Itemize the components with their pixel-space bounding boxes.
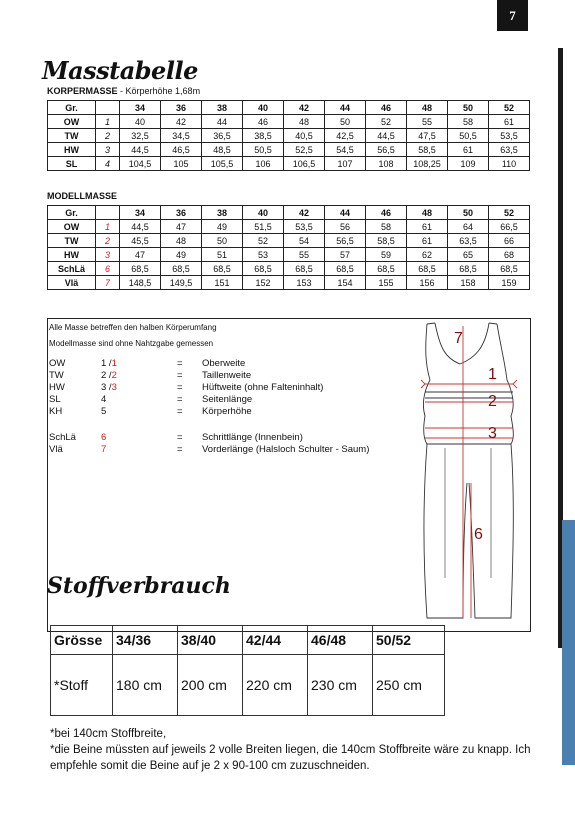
fabric-value-cell: 250 cm bbox=[373, 655, 445, 716]
measurement-row bbox=[48, 115, 530, 129]
abbreviation: SchLä bbox=[49, 432, 76, 443]
fabric-value-cell: 220 cm bbox=[243, 655, 308, 716]
measurement-value: 58 bbox=[448, 115, 489, 129]
fabric-value-cell: *Stoff bbox=[51, 655, 113, 716]
abbreviation-description: Taillenweite bbox=[202, 370, 252, 381]
measurement-label: OW bbox=[48, 220, 96, 234]
size-header-cell: 38 bbox=[202, 206, 243, 220]
abbreviation-number-separator: / bbox=[106, 358, 112, 369]
measurement-value: 49 bbox=[161, 248, 202, 262]
measurement-value: 51,5 bbox=[243, 220, 284, 234]
size-header-cell: 46 bbox=[366, 206, 407, 220]
abbreviation-number-model: 2 bbox=[111, 370, 117, 381]
abbreviation: Vlä bbox=[49, 444, 63, 455]
abbreviation-number-primary: 3 bbox=[101, 382, 107, 393]
measurement-value: 153 bbox=[284, 276, 325, 290]
koerpermasse-header-row bbox=[48, 101, 530, 115]
measurement-value: 48 bbox=[161, 234, 202, 248]
measurement-value: 53,5 bbox=[489, 129, 530, 143]
measurement-value: 68,5 bbox=[366, 262, 407, 276]
abbreviation-number bbox=[101, 358, 131, 369]
footnote-line-1: *bei 140cm Stoffbreite, bbox=[50, 728, 167, 740]
measurement-label: OW bbox=[48, 115, 96, 129]
measurement-value: 66,5 bbox=[489, 220, 530, 234]
measurement-value: 54 bbox=[284, 234, 325, 248]
measurement-value: 36,5 bbox=[202, 129, 243, 143]
measurement-value: 63,5 bbox=[448, 234, 489, 248]
size-header-cell: 48 bbox=[407, 101, 448, 115]
size-header-cell: 50 bbox=[448, 206, 489, 220]
size-header-cell: 52 bbox=[489, 206, 530, 220]
measurement-value: 51 bbox=[202, 248, 243, 262]
fabric-table bbox=[50, 625, 445, 716]
measurement-value: 52 bbox=[243, 234, 284, 248]
abbreviation-number-primary: 1 bbox=[101, 358, 107, 369]
measurement-label: HW bbox=[48, 248, 96, 262]
fabric-value-row bbox=[51, 655, 445, 716]
abbreviation-description: Seitenlänge bbox=[202, 394, 253, 405]
measurement-value: 42 bbox=[161, 115, 202, 129]
fabric-header-cell: Grösse bbox=[51, 626, 113, 655]
measurement-value: 149,5 bbox=[161, 276, 202, 290]
measurement-number: 1 bbox=[96, 115, 120, 129]
abbreviation-number-primary: 2 bbox=[101, 370, 107, 381]
abbreviation-description: Vorderlänge (Halsloch Schulter - Saum) bbox=[202, 444, 370, 455]
size-header-cell: Gr. bbox=[48, 206, 96, 220]
figure-label-7: 7 bbox=[454, 330, 463, 347]
measurement-value: 55 bbox=[284, 248, 325, 262]
measurement-value: 110 bbox=[489, 157, 530, 171]
measurement-value: 42,5 bbox=[325, 129, 366, 143]
size-header-cell: 34 bbox=[120, 101, 161, 115]
measurement-number: 2 bbox=[96, 234, 120, 248]
fabric-header-cell: 38/40 bbox=[178, 626, 243, 655]
measurement-value: 106,5 bbox=[284, 157, 325, 171]
measurement-value: 58,5 bbox=[407, 143, 448, 157]
measurement-value: 108,25 bbox=[407, 157, 448, 171]
size-header-cell: 36 bbox=[161, 206, 202, 220]
measurement-value: 52,5 bbox=[284, 143, 325, 157]
measurement-value: 104,5 bbox=[120, 157, 161, 171]
measurement-value: 109 bbox=[448, 157, 489, 171]
measurement-value: 46,5 bbox=[161, 143, 202, 157]
size-header-cell: Gr. bbox=[48, 101, 96, 115]
abbreviation-number-primary: 7 bbox=[101, 444, 107, 455]
abbreviation: KH bbox=[49, 406, 63, 417]
measurement-value: 68,5 bbox=[243, 262, 284, 276]
measurement-number: 3 bbox=[96, 143, 120, 157]
measurement-value: 58,5 bbox=[366, 234, 407, 248]
measurement-row bbox=[48, 220, 530, 234]
measurement-value: 68,5 bbox=[448, 262, 489, 276]
measurement-value: 56,5 bbox=[325, 234, 366, 248]
measurement-value: 38,5 bbox=[243, 129, 284, 143]
measurement-value: 107 bbox=[325, 157, 366, 171]
measurement-value: 61 bbox=[448, 143, 489, 157]
abbreviation-number-primary: 5 bbox=[101, 406, 107, 417]
measurement-number: 3 bbox=[96, 248, 120, 262]
measurement-value: 61 bbox=[407, 220, 448, 234]
figure-label-1: 1 bbox=[488, 366, 497, 383]
measurement-value: 159 bbox=[489, 276, 530, 290]
fabric-header-cell: 34/36 bbox=[113, 626, 178, 655]
measurement-value: 55 bbox=[407, 115, 448, 129]
measurement-value: 68,5 bbox=[161, 262, 202, 276]
measurement-row bbox=[48, 129, 530, 143]
equals-sign: = bbox=[177, 444, 183, 455]
equals-sign: = bbox=[177, 432, 183, 443]
abbreviation-number bbox=[101, 382, 131, 393]
measurement-value: 49 bbox=[202, 220, 243, 234]
abbreviation: SL bbox=[49, 394, 61, 405]
measurement-row bbox=[48, 276, 530, 290]
abbreviation-number-model: 3 bbox=[111, 382, 117, 393]
measurement-value: 155 bbox=[366, 276, 407, 290]
measurement-value: 68,5 bbox=[202, 262, 243, 276]
koerpermasse-heading-note: - Körperhöhe 1,68m bbox=[117, 86, 201, 96]
measurement-number: 1 bbox=[96, 220, 120, 234]
measurement-value: 68,5 bbox=[407, 262, 448, 276]
abbreviation-description: Oberweite bbox=[202, 358, 246, 369]
size-header-cell bbox=[96, 101, 120, 115]
measurement-value: 50,5 bbox=[243, 143, 284, 157]
fabric-header-cell: 50/52 bbox=[373, 626, 445, 655]
koerpermasse-heading bbox=[47, 86, 200, 96]
measurement-value: 56,5 bbox=[366, 143, 407, 157]
measurement-value: 66 bbox=[489, 234, 530, 248]
equals-sign: = bbox=[177, 394, 183, 405]
abbreviation-description: Schrittlänge (Innenbein) bbox=[202, 432, 303, 443]
koerpermasse-heading-label: KORPERMASSE bbox=[47, 86, 118, 96]
fabric-header-cell: 42/44 bbox=[243, 626, 308, 655]
abbreviation: TW bbox=[49, 370, 64, 381]
measurement-value: 65 bbox=[448, 248, 489, 262]
measurement-value: 105 bbox=[161, 157, 202, 171]
measurement-value: 44,5 bbox=[366, 129, 407, 143]
size-header-cell: 34 bbox=[120, 206, 161, 220]
fabric-value-cell: 230 cm bbox=[308, 655, 373, 716]
abbreviation-description: Hüftweite (ohne Falteninhalt) bbox=[202, 382, 324, 393]
measurement-value: 48,5 bbox=[202, 143, 243, 157]
measurement-value: 68,5 bbox=[120, 262, 161, 276]
size-header-cell bbox=[96, 206, 120, 220]
page-title: Masstabelle bbox=[42, 56, 198, 85]
page-edge-accent bbox=[562, 520, 575, 765]
measurement-value: 46 bbox=[243, 115, 284, 129]
measurement-value: 53 bbox=[243, 248, 284, 262]
jumpsuit-sketch bbox=[405, 318, 525, 630]
modellmasse-header-row bbox=[48, 206, 530, 220]
measurement-value: 68 bbox=[489, 248, 530, 262]
equals-sign: = bbox=[177, 406, 183, 417]
footnote-line-2: *die Beine müssten auf jeweils 2 volle Breiten liegen, die 140cm Stoffbreite wäre zu knapp. Ich empfehle somit die Beine auf je 2 x 90-100 cm zuzuschneiden. bbox=[50, 744, 531, 772]
size-header-cell: 48 bbox=[407, 206, 448, 220]
measurement-value: 54,5 bbox=[325, 143, 366, 157]
abbreviation-number bbox=[101, 406, 131, 417]
measurement-value: 50,5 bbox=[448, 129, 489, 143]
size-header-cell: 42 bbox=[284, 206, 325, 220]
measurement-value: 152 bbox=[243, 276, 284, 290]
measurement-value: 34,5 bbox=[161, 129, 202, 143]
figure-label-3: 3 bbox=[488, 425, 497, 442]
abbreviation-description: Körperhöhe bbox=[202, 406, 252, 417]
figure-label-2: 2 bbox=[488, 393, 497, 410]
abbreviation-number bbox=[101, 370, 131, 381]
measurement-label: HW bbox=[48, 143, 96, 157]
measurement-value: 61 bbox=[407, 234, 448, 248]
measurement-value: 68,5 bbox=[325, 262, 366, 276]
measurement-value: 108 bbox=[366, 157, 407, 171]
measurement-value: 63,5 bbox=[489, 143, 530, 157]
measurement-value: 64 bbox=[448, 220, 489, 234]
measurement-number: 4 bbox=[96, 157, 120, 171]
measurement-value: 40 bbox=[120, 115, 161, 129]
measurement-value: 53,5 bbox=[284, 220, 325, 234]
abbreviation-number bbox=[101, 432, 131, 443]
measurement-value: 59 bbox=[366, 248, 407, 262]
size-header-cell: 38 bbox=[202, 101, 243, 115]
measurement-value: 45,5 bbox=[120, 234, 161, 248]
size-header-cell: 42 bbox=[284, 101, 325, 115]
measurement-value: 47 bbox=[120, 248, 161, 262]
measurement-value: 57 bbox=[325, 248, 366, 262]
size-header-cell: 40 bbox=[243, 206, 284, 220]
measurement-value: 50 bbox=[202, 234, 243, 248]
measurement-value: 47,5 bbox=[407, 129, 448, 143]
koerpermasse-table bbox=[47, 100, 530, 171]
size-header-cell: 46 bbox=[366, 101, 407, 115]
abbreviation-number bbox=[101, 444, 131, 455]
measurement-label: TW bbox=[48, 234, 96, 248]
measurement-value: 44 bbox=[202, 115, 243, 129]
measurement-label: SchLä bbox=[48, 262, 96, 276]
measurement-label: TW bbox=[48, 129, 96, 143]
size-header-cell: 44 bbox=[325, 206, 366, 220]
abbreviation-number-model: 1 bbox=[111, 358, 117, 369]
note-no-seam-allowance: Modellmasse sind ohne Nahtzgabe gemessen bbox=[49, 339, 214, 348]
measurement-value: 148,5 bbox=[120, 276, 161, 290]
abbreviation-number-separator: / bbox=[106, 370, 112, 381]
fabric-value-cell: 200 cm bbox=[178, 655, 243, 716]
note-half-circumference: Alle Masse betreffen den halben Körperumfang bbox=[49, 323, 217, 332]
abbreviation-number bbox=[101, 394, 131, 405]
measurement-value: 105,5 bbox=[202, 157, 243, 171]
size-header-cell: 44 bbox=[325, 101, 366, 115]
abbreviation: HW bbox=[49, 382, 65, 393]
modellmasse-heading: MODELLMASSE bbox=[47, 191, 118, 201]
measurement-value: 44,5 bbox=[120, 220, 161, 234]
modellmasse-table bbox=[47, 205, 530, 290]
measurement-row bbox=[48, 248, 530, 262]
equals-sign: = bbox=[177, 358, 183, 369]
abbreviation-number-separator: / bbox=[106, 382, 112, 393]
measurement-value: 154 bbox=[325, 276, 366, 290]
fabric-header-cell: 46/48 bbox=[308, 626, 373, 655]
measurement-label: Vlä bbox=[48, 276, 96, 290]
page-number: 7 bbox=[497, 0, 528, 31]
measurement-value: 52 bbox=[366, 115, 407, 129]
measurement-value: 158 bbox=[448, 276, 489, 290]
measurement-value: 32,5 bbox=[120, 129, 161, 143]
measurement-number: 7 bbox=[96, 276, 120, 290]
size-header-cell: 40 bbox=[243, 101, 284, 115]
size-header-cell: 36 bbox=[161, 101, 202, 115]
figure-label-6: 6 bbox=[474, 526, 483, 543]
measurement-row bbox=[48, 262, 530, 276]
size-header-cell: 50 bbox=[448, 101, 489, 115]
equals-sign: = bbox=[177, 382, 183, 393]
measurement-value: 106 bbox=[243, 157, 284, 171]
measurement-value: 47 bbox=[161, 220, 202, 234]
measurement-row bbox=[48, 234, 530, 248]
size-header-cell: 52 bbox=[489, 101, 530, 115]
measurement-value: 68,5 bbox=[284, 262, 325, 276]
measurement-label: SL bbox=[48, 157, 96, 171]
fabric-value-cell: 180 cm bbox=[113, 655, 178, 716]
measurement-number: 2 bbox=[96, 129, 120, 143]
measurement-value: 56 bbox=[325, 220, 366, 234]
measurement-number: 6 bbox=[96, 262, 120, 276]
measurement-value: 40,5 bbox=[284, 129, 325, 143]
measurement-value: 58 bbox=[366, 220, 407, 234]
fabric-header-row bbox=[51, 626, 445, 655]
measurement-value: 44,5 bbox=[120, 143, 161, 157]
measurement-row bbox=[48, 157, 530, 171]
abbreviation-number-primary: 4 bbox=[101, 394, 107, 405]
measurement-value: 68,5 bbox=[489, 262, 530, 276]
measurement-value: 48 bbox=[284, 115, 325, 129]
equals-sign: = bbox=[177, 370, 183, 381]
abbreviation-number-primary: 6 bbox=[101, 432, 107, 443]
measurement-value: 151 bbox=[202, 276, 243, 290]
measurement-value: 61 bbox=[489, 115, 530, 129]
measurement-value: 62 bbox=[407, 248, 448, 262]
measurement-row bbox=[48, 143, 530, 157]
measurement-value: 156 bbox=[407, 276, 448, 290]
measurement-value: 50 bbox=[325, 115, 366, 129]
abbreviation: OW bbox=[49, 358, 66, 369]
fabric-title: Stoffverbrauch bbox=[47, 573, 231, 599]
